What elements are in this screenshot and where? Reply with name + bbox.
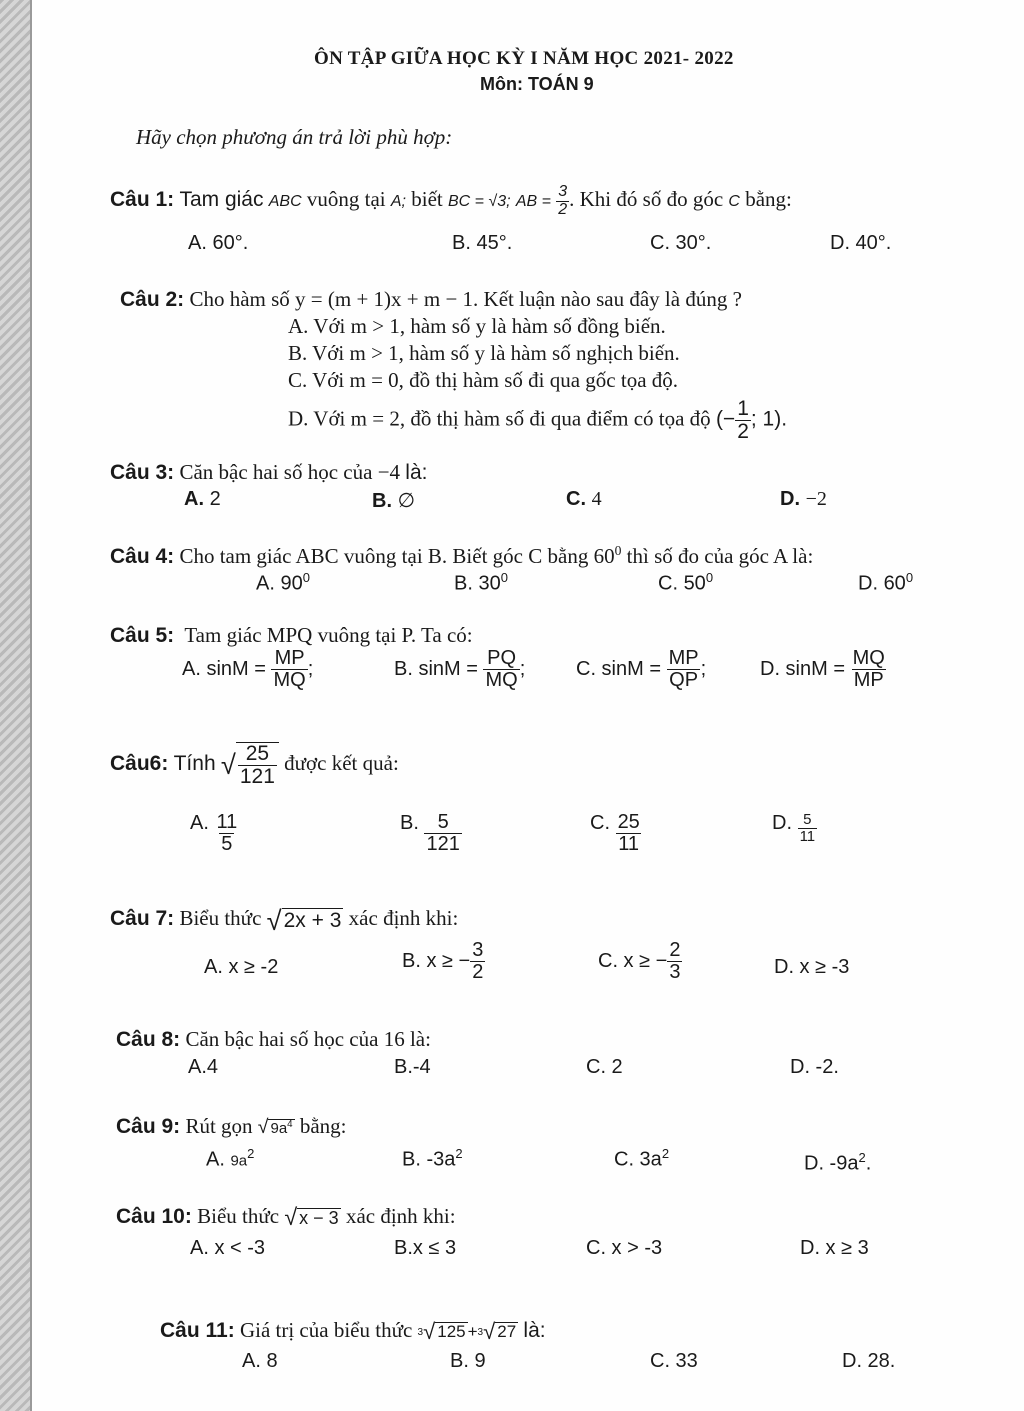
option-value: 4 — [591, 488, 602, 510]
q1-option-d[interactable]: D. 40°. — [830, 232, 892, 254]
option-suffix: ; — [519, 657, 526, 680]
q2-option-b[interactable]: B. Với m > 1, hàm số y là hàm số nghịch biến. — [288, 341, 680, 365]
frac-num: 11 — [216, 811, 238, 833]
q5-option-c[interactable] — [576, 648, 706, 691]
page-subject: Môn: TOÁN 9 — [480, 74, 594, 94]
question-8 — [116, 1027, 431, 1052]
option-fraction — [667, 940, 682, 983]
q2-optd-text: D. Với m = 2, đồ thị hàm số đi qua điểm có tọa độ — [288, 406, 711, 431]
frac-num: 5 — [803, 811, 812, 828]
q7-text-b: xác định khi: — [348, 906, 459, 930]
q9-option-b[interactable] — [402, 1146, 463, 1172]
option-prefix: B. x ≥ − — [402, 949, 471, 972]
q7-option-a[interactable]: A. x ≥ -2 — [204, 956, 279, 978]
q9-radical — [258, 1118, 295, 1138]
q7-radical — [266, 904, 344, 936]
option-sup: 2 — [247, 1146, 255, 1161]
option-value: C. 3a — [614, 1148, 662, 1171]
q11-option-a[interactable]: A. 8 — [242, 1350, 278, 1372]
q4-text: Cho tam giác ABC vuông tại B. Biết góc C bằng 60 — [179, 544, 615, 568]
option-value: 50 — [683, 572, 706, 595]
q6-option-b[interactable] — [400, 812, 462, 855]
q4-option-c[interactable] — [658, 570, 713, 596]
page-title: ÔN TẬP GIỮA HỌC KỲ I NĂM HỌC 2021- 2022 — [314, 48, 734, 69]
q3-option-b[interactable] — [372, 488, 415, 513]
frac-den: MQ — [273, 669, 306, 691]
q1-text-b: vuông tại — [306, 187, 386, 212]
q5-text: Tam giác MPQ vuông tại P. Ta có: — [184, 623, 473, 647]
q6-text-b: được kết quả: — [284, 750, 399, 775]
q2-text: Cho hàm số y = (m + 1)x + m − 1. Kết luận nào sau đây là đúng ? — [189, 287, 742, 311]
option-end: . — [865, 1152, 872, 1175]
frac-den: 3 — [669, 961, 681, 983]
option-fraction — [667, 648, 701, 691]
q8-text: Căn bậc hai số học của 16 là: — [185, 1027, 431, 1051]
frac-num: MQ — [852, 647, 885, 669]
option-letter: B. — [372, 490, 392, 512]
worksheet-page — [32, 0, 1024, 1411]
q1-a: A; — [390, 193, 406, 211]
q9-option-c[interactable] — [614, 1146, 669, 1172]
q7-option-d[interactable]: D. x ≥ -3 — [774, 956, 850, 978]
q3-option-c[interactable] — [566, 488, 602, 511]
q3-option-d[interactable] — [780, 488, 827, 511]
q2-optd-fraction — [735, 398, 751, 443]
q6-option-c[interactable] — [590, 812, 642, 855]
q1-text-d: . Khi đó số đo góc — [569, 187, 724, 212]
q2-optd-close: ; 1). — [750, 407, 788, 431]
option-sup: 0 — [500, 570, 508, 585]
option-letter: C. — [590, 812, 610, 834]
q8-option-b[interactable]: B.-4 — [394, 1056, 431, 1078]
option-letter: D. — [780, 488, 800, 510]
q2-optd-num: 1 — [737, 397, 749, 420]
q10-option-c[interactable]: C. x > -3 — [586, 1237, 663, 1259]
q4-option-b[interactable] — [454, 570, 508, 596]
q11-radicand-2: 27 — [497, 1322, 517, 1342]
question-label: Câu 1: — [110, 188, 175, 212]
question-6 — [110, 742, 399, 788]
frac-den: 11 — [799, 827, 816, 845]
sqrt-sign: √ — [266, 904, 282, 936]
frac-num: 25 — [617, 811, 640, 833]
q3-text: Căn bậc hai số học của −4 — [179, 460, 401, 484]
q1-fraction — [556, 184, 569, 219]
option-prefix: C. sinM = — [576, 657, 662, 680]
q10-text-a: Biểu thức — [197, 1204, 280, 1228]
q7-radicand: 2x + 3 — [283, 909, 342, 933]
option-fraction — [470, 940, 485, 983]
question-label: Câu 9: — [116, 1115, 181, 1138]
question-2 — [120, 287, 742, 312]
option-letter: D. — [858, 572, 878, 595]
question-4 — [110, 543, 813, 569]
question-9 — [116, 1114, 347, 1139]
option-fraction — [214, 812, 239, 855]
sqrt-sign: √ — [257, 1116, 269, 1139]
q7-option-c[interactable] — [598, 940, 682, 983]
q11-plus: + — [467, 1322, 478, 1341]
option-suffix: ; — [700, 657, 707, 680]
q10-radical — [284, 1206, 340, 1229]
q1-text-c: biết — [411, 187, 443, 212]
option-letter: A. — [206, 1148, 225, 1171]
q5-option-d[interactable] — [760, 648, 887, 691]
question-label: Câu 7: — [110, 907, 175, 930]
option-sup: 0 — [705, 570, 714, 585]
option-prefix: A. sinM = — [182, 657, 266, 680]
q2-option-a[interactable]: A. Với m > 1, hàm số y là hàm số đồng biến. — [288, 314, 666, 338]
frac-den: 5 — [221, 833, 233, 855]
q2-optd-den: 2 — [737, 420, 749, 444]
q2-option-c[interactable]: C. Với m = 0, đồ thị hàm số đi qua gốc tọa độ. — [288, 368, 679, 392]
option-fraction — [424, 812, 461, 855]
option-fraction — [483, 648, 519, 691]
question-label: Câu 4: — [110, 545, 175, 568]
frac-num: 3 — [472, 939, 484, 961]
q1-option-b[interactable]: B. 45°. — [452, 232, 513, 254]
question-label: Câu 11: — [160, 1319, 235, 1342]
option-fraction — [616, 812, 642, 855]
q1-ab: AB = — [515, 193, 551, 211]
root-index: 3 — [477, 1326, 484, 1338]
question-label: Câu 5: — [110, 624, 175, 647]
option-fraction — [851, 648, 887, 691]
q6-option-a[interactable] — [190, 812, 239, 855]
option-fraction — [798, 812, 818, 845]
question-label: Câu 10: — [116, 1205, 192, 1228]
option-letter: C. — [566, 488, 586, 510]
q4-option-a[interactable] — [256, 570, 310, 596]
option-prefix: C. x ≥ − — [598, 949, 668, 972]
q8-option-a[interactable]: A.4 — [188, 1056, 219, 1078]
q10-text-b: xác định khi: — [345, 1204, 456, 1228]
question-3 — [110, 460, 427, 485]
sqrt-sign: √ — [483, 1319, 496, 1345]
frac-den: 2 — [472, 961, 484, 983]
q6-option-d[interactable] — [772, 812, 817, 845]
question-5 — [110, 623, 473, 648]
option-prefix: D. sinM = — [760, 657, 846, 680]
root-index: 3 — [417, 1326, 424, 1338]
option-letter: D. — [772, 812, 792, 834]
option-value: 9a — [230, 1152, 248, 1170]
q6-radical-fraction — [238, 743, 277, 788]
question-label: Câu 3: — [110, 461, 175, 484]
q9-option-a[interactable] — [206, 1146, 254, 1172]
q10-option-b[interactable]: B.x ≤ 3 — [394, 1237, 457, 1259]
question-11 — [160, 1318, 546, 1343]
option-letter: B. — [454, 572, 473, 595]
option-value: 90 — [280, 572, 303, 595]
question-label: Câu6: — [110, 751, 169, 775]
frac-den: 121 — [239, 765, 275, 789]
q1-option-c[interactable]: C. 30°. — [650, 232, 712, 254]
frac-den: 121 — [426, 833, 460, 855]
q2-optd-open: (− — [715, 407, 736, 431]
frac-num: 5 — [437, 811, 449, 833]
option-letter: C. — [658, 572, 678, 595]
question-10 — [116, 1204, 456, 1230]
option-suffix: ; — [307, 657, 314, 680]
option-letter: B. — [400, 812, 419, 834]
q1-bc: BC = √3; — [448, 193, 511, 211]
q1-abc: ABC — [268, 193, 302, 211]
q1-option-a[interactable]: A. 60°. — [188, 232, 249, 254]
q11-text-b: là: — [523, 1319, 546, 1342]
option-value: D. -9a — [804, 1152, 859, 1175]
option-letter: A. — [256, 572, 275, 595]
q7-option-b[interactable] — [402, 940, 485, 983]
sqrt-sign: √ — [220, 749, 236, 781]
q1-text: Tam giác — [179, 188, 264, 212]
instruction: Hãy chọn phương án trả lời phù hợp: — [136, 125, 453, 149]
option-sup: 2 — [455, 1146, 463, 1161]
q2-option-d[interactable] — [288, 398, 787, 443]
q4-text-end: thì số đo của góc A là: — [626, 544, 814, 568]
q5-option-a[interactable] — [182, 648, 313, 691]
q1-frac-den: 2 — [558, 200, 568, 218]
option-sup: 2 — [661, 1146, 670, 1161]
q3-text-end: là: — [405, 461, 428, 484]
frac-den: 11 — [618, 833, 640, 855]
q9-radicand: 9a — [270, 1119, 288, 1137]
q11-option-d[interactable]: D. 28. — [842, 1350, 896, 1372]
q11-text-a: Giá trị của biểu thức — [239, 1318, 413, 1342]
frac-num: 2 — [669, 939, 681, 961]
q1-c: C — [728, 193, 740, 211]
q11-option-c[interactable]: C. 33 — [650, 1350, 698, 1372]
q4-sup: 0 — [614, 543, 622, 558]
q3-option-a[interactable] — [184, 488, 221, 511]
q9-radicand-sup: 4 — [287, 1118, 293, 1130]
option-fraction — [271, 648, 307, 691]
q10-option-d[interactable]: D. x ≥ 3 — [800, 1237, 869, 1259]
q4-option-d[interactable] — [858, 570, 913, 596]
frac-den: QP — [669, 669, 699, 691]
q9-option-d[interactable] — [804, 1150, 871, 1176]
option-prefix: B. sinM = — [394, 657, 478, 680]
q10-radicand: x − 3 — [299, 1207, 339, 1228]
q8-option-d[interactable]: D. -2. — [790, 1056, 839, 1078]
q6-text-a: Tính — [173, 751, 216, 775]
option-value: 2 — [209, 488, 221, 510]
frac-num: PQ — [487, 647, 517, 669]
q6-radical — [221, 742, 279, 788]
frac-num: MP — [668, 647, 699, 669]
frac-den: MP — [853, 669, 884, 691]
option-sup: 0 — [905, 570, 914, 585]
option-value: B. -3a — [402, 1148, 456, 1171]
option-value: 60 — [883, 572, 906, 595]
option-value: −2 — [805, 488, 827, 510]
q8-option-c[interactable]: C. 2 — [586, 1056, 623, 1078]
q5-option-b[interactable] — [394, 648, 525, 691]
option-value: ∅ — [397, 490, 415, 512]
frac-num: MP — [274, 647, 305, 669]
sqrt-sign: √ — [423, 1319, 436, 1345]
question-1 — [110, 184, 792, 219]
q10-option-a[interactable]: A. x < -3 — [190, 1237, 266, 1259]
q11-option-b[interactable]: B. 9 — [450, 1350, 486, 1372]
frac-num: 25 — [245, 742, 270, 765]
sqrt-sign: √ — [284, 1204, 298, 1231]
q9-text-b: bằng: — [299, 1114, 347, 1138]
option-sup: 2 — [858, 1150, 866, 1165]
frac-den: MQ — [485, 669, 518, 691]
q11-cube-root-2 — [478, 1321, 519, 1343]
q11-cube-root-1 — [418, 1321, 468, 1343]
question-label: Câu 2: — [120, 288, 185, 311]
option-sup: 0 — [302, 570, 310, 585]
q1-text-e: bằng: — [745, 187, 792, 212]
q11-radicand-1: 125 — [437, 1322, 466, 1342]
question-label: Câu 8: — [116, 1028, 181, 1051]
question-7 — [110, 906, 458, 934]
option-letter: A. — [184, 488, 204, 510]
option-value: 30 — [478, 572, 501, 595]
scanner-edge — [0, 0, 32, 1411]
q7-text-a: Biểu thức — [179, 906, 262, 930]
q1-frac-num: 3 — [558, 183, 568, 200]
option-letter: A. — [190, 812, 209, 834]
q9-text-a: Rút gọn — [185, 1114, 253, 1138]
